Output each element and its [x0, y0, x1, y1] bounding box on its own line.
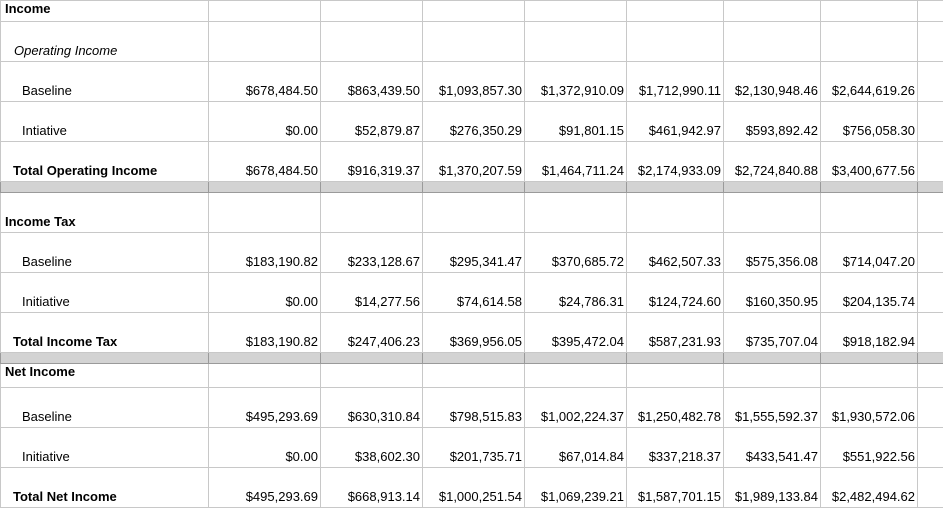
- row-label-cell[interactable]: Initiative: [1, 428, 209, 468]
- empty-cell[interactable]: [321, 193, 423, 233]
- row-label-cell[interactable]: Total Operating Income: [1, 142, 209, 182]
- empty-cell[interactable]: [724, 193, 821, 233]
- value-cell[interactable]: $337,218.37: [627, 428, 724, 468]
- separator-cell[interactable]: [525, 353, 627, 364]
- separator-cell[interactable]: [918, 353, 943, 364]
- empty-cell[interactable]: [918, 273, 943, 313]
- value-cell[interactable]: $91,801.15: [525, 102, 627, 142]
- data-row: [1, 62, 943, 102]
- value-cell[interactable]: $1,250,482.78: [627, 388, 724, 428]
- empty-cell[interactable]: [423, 193, 525, 233]
- separator-cell[interactable]: [1, 353, 209, 364]
- empty-cell[interactable]: [918, 1, 943, 22]
- empty-cell[interactable]: [724, 364, 821, 388]
- separator-cell[interactable]: [918, 182, 943, 193]
- value-cell[interactable]: $24,786.31: [525, 273, 627, 313]
- value-cell[interactable]: $38,602.30: [321, 428, 423, 468]
- empty-cell[interactable]: [821, 22, 918, 62]
- empty-cell[interactable]: [918, 193, 943, 233]
- value-cell[interactable]: $678,484.50: [209, 62, 321, 102]
- data-row: [1, 273, 943, 313]
- row-label-cell[interactable]: Total Income Tax: [1, 313, 209, 353]
- separator-cell[interactable]: [627, 182, 724, 193]
- separator-cell[interactable]: [209, 353, 321, 364]
- section-title-cell[interactable]: Income: [1, 1, 209, 22]
- value-cell[interactable]: $0.00: [209, 273, 321, 313]
- empty-cell[interactable]: [918, 233, 943, 273]
- value-cell[interactable]: $575,356.08: [724, 233, 821, 273]
- data-row: [1, 233, 943, 273]
- value-cell[interactable]: $462,507.33: [627, 233, 724, 273]
- value-cell[interactable]: $2,644,619.26: [821, 62, 918, 102]
- value-cell[interactable]: $160,350.95: [724, 273, 821, 313]
- value-cell[interactable]: $2,482,494.62: [821, 468, 918, 508]
- value-cell[interactable]: $1,930,572.06: [821, 388, 918, 428]
- value-cell[interactable]: $587,231.93: [627, 313, 724, 353]
- separator-cell[interactable]: [1, 182, 209, 193]
- empty-cell[interactable]: [321, 22, 423, 62]
- data-row: [1, 388, 943, 428]
- empty-cell[interactable]: [209, 193, 321, 233]
- separator-cell[interactable]: [423, 353, 525, 364]
- separator-cell[interactable]: [821, 353, 918, 364]
- section-title-cell[interactable]: Net Income: [1, 364, 209, 388]
- value-cell[interactable]: $1,989,133.84: [724, 468, 821, 508]
- value-cell[interactable]: $1,587,701.15: [627, 468, 724, 508]
- section-title-row: [1, 1, 943, 22]
- total-row: [1, 313, 943, 353]
- empty-cell[interactable]: [821, 364, 918, 388]
- empty-cell[interactable]: [423, 364, 525, 388]
- value-cell[interactable]: $1,464,711.24: [525, 142, 627, 182]
- data-row: [1, 102, 943, 142]
- row-label-cell[interactable]: Total Net Income: [1, 468, 209, 508]
- empty-cell[interactable]: [627, 1, 724, 22]
- empty-cell[interactable]: [918, 142, 943, 182]
- separator-cell[interactable]: [627, 353, 724, 364]
- value-cell[interactable]: $52,879.87: [321, 102, 423, 142]
- value-cell[interactable]: $1,555,592.37: [724, 388, 821, 428]
- value-cell[interactable]: $551,922.56: [821, 428, 918, 468]
- separator-cell[interactable]: [724, 182, 821, 193]
- value-cell[interactable]: $67,014.84: [525, 428, 627, 468]
- empty-cell[interactable]: [627, 22, 724, 62]
- value-cell[interactable]: $756,058.30: [821, 102, 918, 142]
- empty-cell[interactable]: [918, 62, 943, 102]
- value-cell[interactable]: $461,942.97: [627, 102, 724, 142]
- section-separator-row: [1, 353, 943, 364]
- row-label-cell[interactable]: Intiative: [1, 102, 209, 142]
- empty-cell[interactable]: [525, 193, 627, 233]
- value-cell[interactable]: $369,956.05: [423, 313, 525, 353]
- value-cell[interactable]: $201,735.71: [423, 428, 525, 468]
- empty-cell[interactable]: [627, 193, 724, 233]
- empty-cell[interactable]: [321, 364, 423, 388]
- data-row: [1, 428, 943, 468]
- value-cell[interactable]: $233,128.67: [321, 233, 423, 273]
- section-separator-row: [1, 182, 943, 193]
- value-cell[interactable]: $247,406.23: [321, 313, 423, 353]
- separator-cell[interactable]: [423, 182, 525, 193]
- value-cell[interactable]: $0.00: [209, 428, 321, 468]
- value-cell[interactable]: $204,135.74: [821, 273, 918, 313]
- empty-cell[interactable]: [209, 1, 321, 22]
- section-title-row: [1, 193, 943, 233]
- empty-cell[interactable]: [423, 1, 525, 22]
- empty-cell[interactable]: [321, 1, 423, 22]
- value-cell[interactable]: $2,724,840.88: [724, 142, 821, 182]
- value-cell[interactable]: $495,293.69: [209, 388, 321, 428]
- empty-cell[interactable]: [918, 468, 943, 508]
- separator-cell[interactable]: [525, 182, 627, 193]
- value-cell[interactable]: $370,685.72: [525, 233, 627, 273]
- value-cell[interactable]: $395,472.04: [525, 313, 627, 353]
- value-cell[interactable]: $916,319.37: [321, 142, 423, 182]
- value-cell[interactable]: $433,541.47: [724, 428, 821, 468]
- empty-cell[interactable]: [918, 388, 943, 428]
- empty-cell[interactable]: [724, 1, 821, 22]
- row-label-cell[interactable]: Baseline: [1, 62, 209, 102]
- empty-cell[interactable]: [821, 1, 918, 22]
- value-cell[interactable]: $1,000,251.54: [423, 468, 525, 508]
- value-cell[interactable]: $495,293.69: [209, 468, 321, 508]
- row-label-cell[interactable]: Baseline: [1, 388, 209, 428]
- value-cell[interactable]: $14,277.56: [321, 273, 423, 313]
- total-row: [1, 142, 943, 182]
- value-cell[interactable]: $2,130,948.46: [724, 62, 821, 102]
- separator-cell[interactable]: [724, 353, 821, 364]
- value-cell[interactable]: $668,913.14: [321, 468, 423, 508]
- empty-cell[interactable]: [918, 102, 943, 142]
- empty-cell[interactable]: [918, 364, 943, 388]
- empty-cell[interactable]: [525, 1, 627, 22]
- empty-cell[interactable]: [423, 22, 525, 62]
- section-title-cell[interactable]: Income Tax: [1, 193, 209, 233]
- empty-cell[interactable]: [918, 428, 943, 468]
- subheader-row: [1, 22, 943, 62]
- section-title-row: [1, 364, 943, 388]
- value-cell[interactable]: $714,047.20: [821, 233, 918, 273]
- empty-cell[interactable]: [209, 364, 321, 388]
- empty-cell[interactable]: [918, 22, 943, 62]
- value-cell[interactable]: $630,310.84: [321, 388, 423, 428]
- value-cell[interactable]: $0.00: [209, 102, 321, 142]
- subheader-cell[interactable]: Operating Income: [1, 22, 209, 62]
- empty-cell[interactable]: [821, 193, 918, 233]
- value-cell[interactable]: $798,515.83: [423, 388, 525, 428]
- empty-cell[interactable]: [724, 22, 821, 62]
- empty-cell[interactable]: [525, 22, 627, 62]
- empty-cell[interactable]: [525, 364, 627, 388]
- empty-cell[interactable]: [627, 364, 724, 388]
- row-label-cell[interactable]: Baseline: [1, 233, 209, 273]
- value-cell[interactable]: $3,400,677.56: [821, 142, 918, 182]
- value-cell[interactable]: $276,350.29: [423, 102, 525, 142]
- separator-cell[interactable]: [209, 182, 321, 193]
- separator-cell[interactable]: [321, 353, 423, 364]
- value-cell[interactable]: $124,724.60: [627, 273, 724, 313]
- value-cell[interactable]: $2,174,933.09: [627, 142, 724, 182]
- value-cell[interactable]: $74,614.58: [423, 273, 525, 313]
- value-cell[interactable]: $1,093,857.30: [423, 62, 525, 102]
- row-label-cell[interactable]: Initiative: [1, 273, 209, 313]
- separator-cell[interactable]: [321, 182, 423, 193]
- empty-cell[interactable]: [209, 22, 321, 62]
- value-cell[interactable]: $593,892.42: [724, 102, 821, 142]
- value-cell[interactable]: $183,190.82: [209, 233, 321, 273]
- value-cell[interactable]: $735,707.04: [724, 313, 821, 353]
- value-cell[interactable]: $1,069,239.21: [525, 468, 627, 508]
- value-cell[interactable]: $1,372,910.09: [525, 62, 627, 102]
- value-cell[interactable]: $918,182.94: [821, 313, 918, 353]
- value-cell[interactable]: $678,484.50: [209, 142, 321, 182]
- value-cell[interactable]: $1,370,207.59: [423, 142, 525, 182]
- total-row: [1, 468, 943, 508]
- value-cell[interactable]: $183,190.82: [209, 313, 321, 353]
- value-cell[interactable]: $1,712,990.11: [627, 62, 724, 102]
- value-cell[interactable]: $295,341.47: [423, 233, 525, 273]
- empty-cell[interactable]: [918, 313, 943, 353]
- value-cell[interactable]: $1,002,224.37: [525, 388, 627, 428]
- separator-cell[interactable]: [821, 182, 918, 193]
- value-cell[interactable]: $863,439.50: [321, 62, 423, 102]
